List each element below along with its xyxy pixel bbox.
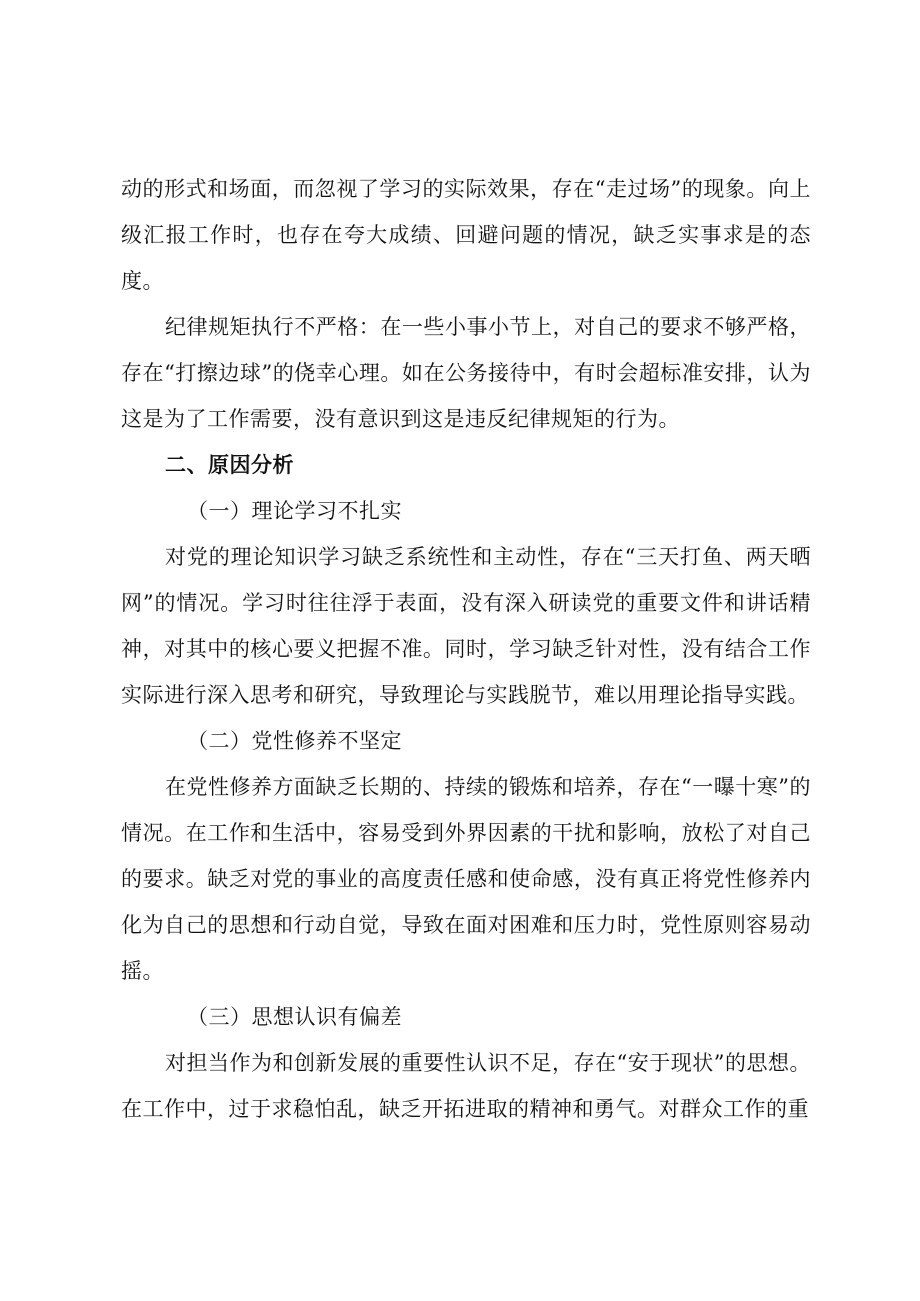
paragraph-theory-study: 对党的理论知识学习缺乏系统性和主动性，存在“三天打鱼、两天晒网”的情况。学习时往往浮于表面，没有深入研读党的重要文件和讲话精神，对其中的核心要义把握不准。同时，学习缺乏针对性，没有结合工作实际进行深入思考和研究，导致理论与实践脱节，难以用理论指导实践。 <box>121 545 811 707</box>
paragraph-thinking-deviation: 对担当作为和创新发展的重要性认识不足，存在“安于现状”的思想。在工作中，过于求稳怕乱，缺乏开拓进取的精神和勇气。对群众工作的重 <box>121 1051 811 1121</box>
paragraph-discipline: 纪律规矩执行不严格：在一些小事小节上，对自己的要求不够严格，存在“打擦边球”的侥幸心理。如在公务接待中，有时会超标准安排，认为这是为了工作需要，没有意识到这是违反纪律规矩的行为。 <box>121 315 811 431</box>
document-body <box>121 166 811 1132</box>
subheading-thinking-deviation: （三）思想认识有偏差 <box>187 1005 402 1029</box>
paragraph-party-spirit: 在党性修养方面缺乏长期的、持续的锻炼和培养，存在“一曝十寒”的情况。在工作和生活中，容易受到外界因素的干扰和影响，放松了对自己的要求。缺乏对党的事业的高度责任感和使命感，没有真正将党性修养内化为自己的思想和行动自觉，导致在面对困难和压力时，党性原则容易动摇。 <box>121 775 811 983</box>
section-heading-cause-analysis: 二、原因分析 <box>165 453 294 477</box>
subheading-party-spirit: （二）党性修养不坚定 <box>187 729 402 753</box>
subheading-theory-study: （一）理论学习不扎实 <box>187 499 402 523</box>
paragraph-continuation: 动的形式和场面，而忽视了学习的实际效果，存在“走过场”的现象。向上级汇报工作时，也存在夸大成绩、回避问题的情况，缺乏实事求是的态度。 <box>121 177 811 293</box>
